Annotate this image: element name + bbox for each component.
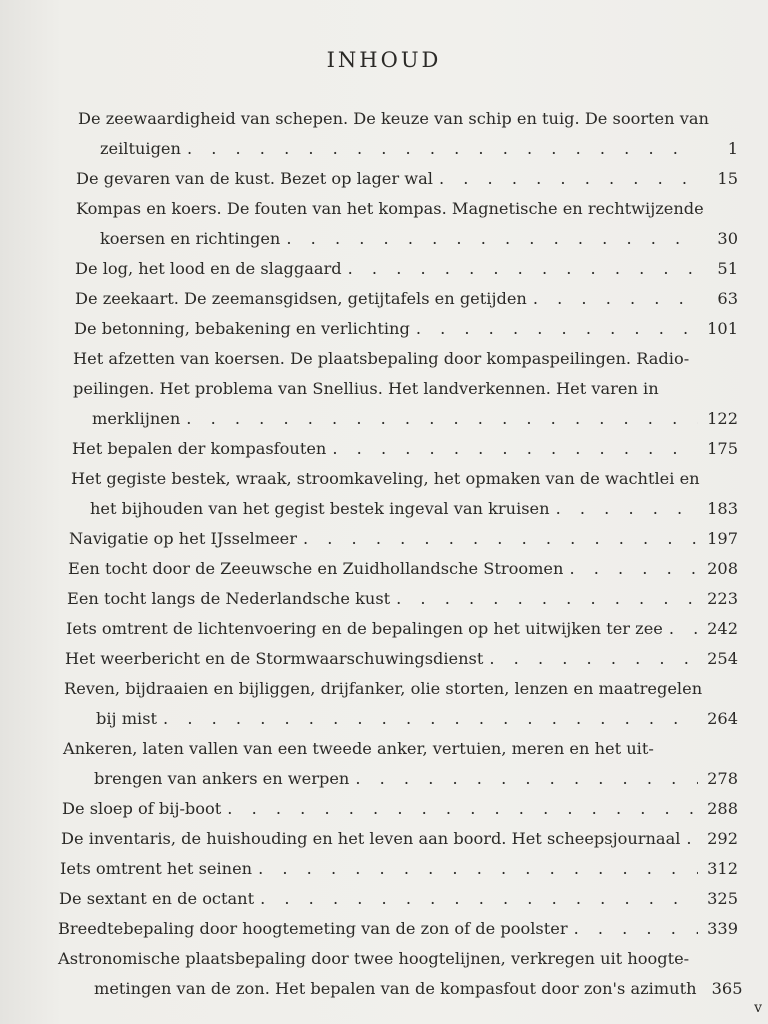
toc-page-number: 197 [707, 529, 738, 548]
toc-page-number: 51 [717, 259, 738, 278]
dot-leader [163, 704, 698, 734]
toc-page-number: 1 [727, 139, 738, 158]
toc-page-number: 223 [707, 589, 738, 608]
dot-leader [187, 134, 698, 164]
toc-page-number: 15 [717, 169, 738, 188]
toc-entry [69, 524, 738, 554]
dot-leader [227, 794, 698, 824]
toc-entry-title: Breedtebepaling door hoogtemeting van de zon of de poolster [58, 919, 568, 938]
toc-entry [58, 914, 738, 944]
toc-page-number: 101 [707, 319, 738, 338]
dot-leader [286, 224, 698, 254]
dot-leader [669, 614, 698, 644]
dot-leader [686, 824, 698, 854]
toc-entry-title: Iets omtrent de lichtenvoering en de bepalingen op het uitwijken ter zee [66, 619, 663, 638]
toc-entry [71, 464, 738, 524]
toc-entry [75, 284, 738, 314]
toc-entry-title: brengen van ankers en werpen [94, 769, 350, 788]
dot-leader [569, 554, 698, 584]
toc-entry-title: Een tocht langs de Nederlandsche kust [67, 589, 391, 608]
toc-entry [67, 584, 738, 614]
toc-page-number: 264 [707, 709, 738, 728]
toc-entry [76, 194, 738, 254]
dot-leader [574, 914, 698, 944]
toc-entry-title: De zeekaart. De zeemansgidsen, getijtafels en getijden [75, 289, 527, 308]
dot-leader [416, 314, 698, 344]
toc-entry [76, 164, 738, 194]
toc-page-number: 242 [707, 619, 738, 638]
toc-entry [73, 344, 738, 434]
toc-entry-title: metingen van de zon. Het bepalen van de kompasfout door zon's azimuth [94, 979, 697, 998]
toc-entry-title-line: Ankeren, laten vallen van een tweede anker, vertuien, meren en het uit- [63, 739, 654, 758]
toc-entry-title: zeiltuigen [100, 139, 181, 158]
toc-page-number: 312 [707, 859, 738, 878]
dot-leader [556, 494, 698, 524]
toc-entry-title: Iets omtrent het seinen [60, 859, 253, 878]
dot-leader [396, 584, 698, 614]
dot-leader [439, 164, 698, 194]
toc-entry-title: De sextant en de octant [59, 889, 255, 908]
toc-entry-title: bij mist [96, 709, 158, 728]
toc-entry [58, 944, 743, 1004]
toc-entry [65, 644, 738, 674]
toc-page-number: 183 [707, 499, 738, 518]
toc-entry-title: Het weerbericht en de Stormwaarschuwingsdienst [65, 649, 484, 668]
toc-page-number: 365 [711, 979, 743, 998]
dot-leader [186, 404, 698, 434]
toc-entry [59, 884, 738, 914]
toc-entry-title: De gevaren van de kust. Bezet op lager wal [76, 169, 433, 188]
toc-page-number: 208 [707, 559, 738, 578]
toc-entry-title-line: Het gegiste bestek, wraak, stroomkaveling, het opmaken van de wachtlei en [71, 469, 700, 488]
toc-entry [78, 104, 738, 164]
toc-entry-title-line: De zeewaardigheid van schepen. De keuze van schip en tuig. De soorten van [78, 109, 709, 128]
toc-page-number: 30 [717, 229, 738, 248]
toc-entry-title: De inventaris, de huishouding en het leven aan boord. Het scheepsjournaal [61, 829, 681, 848]
toc-page-number: 288 [707, 799, 738, 818]
dot-leader [258, 854, 698, 884]
toc-entry-title-line: Kompas en koers. De fouten van het kompas. Magnetische en rechtwijzende [76, 199, 704, 218]
dot-leader [303, 524, 698, 554]
toc-entry-title-line: Reven, bijdraaien en bijliggen, drijfanker, olie storten, lenzen en maatregelen [64, 679, 703, 698]
toc-page-number: 292 [707, 829, 738, 848]
toc-entry [60, 854, 738, 884]
toc-entry-title-line: Astronomische plaatsbepaling door twee hoogtelijnen, verkregen uit hoogte- [58, 949, 690, 968]
toc-entry-title-line: Het afzetten van koersen. De plaatsbepaling door kompaspeilingen. Radio- [73, 349, 690, 368]
dot-leader [533, 284, 698, 314]
toc-entry-title: Het bepalen der kompasfouten [72, 439, 327, 458]
table-of-contents [0, 104, 768, 1004]
toc-entry-title: het bijhouden van het gegist bestek ingeval van kruisen [90, 499, 550, 518]
toc-entry-title: De log, het lood en de slaggaard [75, 259, 342, 278]
toc-entry-title: De sloep of bij-boot [62, 799, 222, 818]
toc-page-number: 325 [707, 889, 738, 908]
toc-entry-title: merklijnen [92, 409, 181, 428]
toc-page-number: 278 [707, 769, 738, 788]
toc-entry [74, 314, 738, 344]
toc-entry [64, 674, 738, 734]
toc-page-number: 175 [707, 439, 738, 458]
page-folio: v [754, 1000, 762, 1016]
toc-entry-title: De betonning, bebakening en verlichting [74, 319, 410, 338]
toc-entry [61, 824, 738, 854]
page-title: INHOUD [326, 48, 442, 72]
toc-entry [72, 434, 738, 464]
toc-entry [75, 254, 738, 284]
dot-leader [348, 254, 698, 284]
toc-entry-title: koersen en richtingen [100, 229, 281, 248]
toc-entry [62, 794, 738, 824]
toc-entry [66, 614, 738, 644]
toc-page-number: 122 [707, 409, 738, 428]
toc-entry-title: Navigatie op het IJsselmeer [69, 529, 297, 548]
toc-page-number: 339 [707, 919, 738, 938]
toc-entry-title-line: peilingen. Het problema van Snellius. Het landverkennen. Het varen in [73, 379, 659, 398]
dot-leader [489, 644, 698, 674]
dot-leader [332, 434, 698, 464]
toc-entry [63, 734, 738, 794]
dot-leader [355, 764, 698, 794]
toc-page-number: 63 [717, 289, 738, 308]
toc-entry [68, 554, 738, 584]
toc-page-number: 254 [707, 649, 738, 668]
dot-leader [260, 884, 698, 914]
toc-entry-title: Een tocht door de Zeeuwsche en Zuidhollandsche Stroomen [68, 559, 564, 578]
